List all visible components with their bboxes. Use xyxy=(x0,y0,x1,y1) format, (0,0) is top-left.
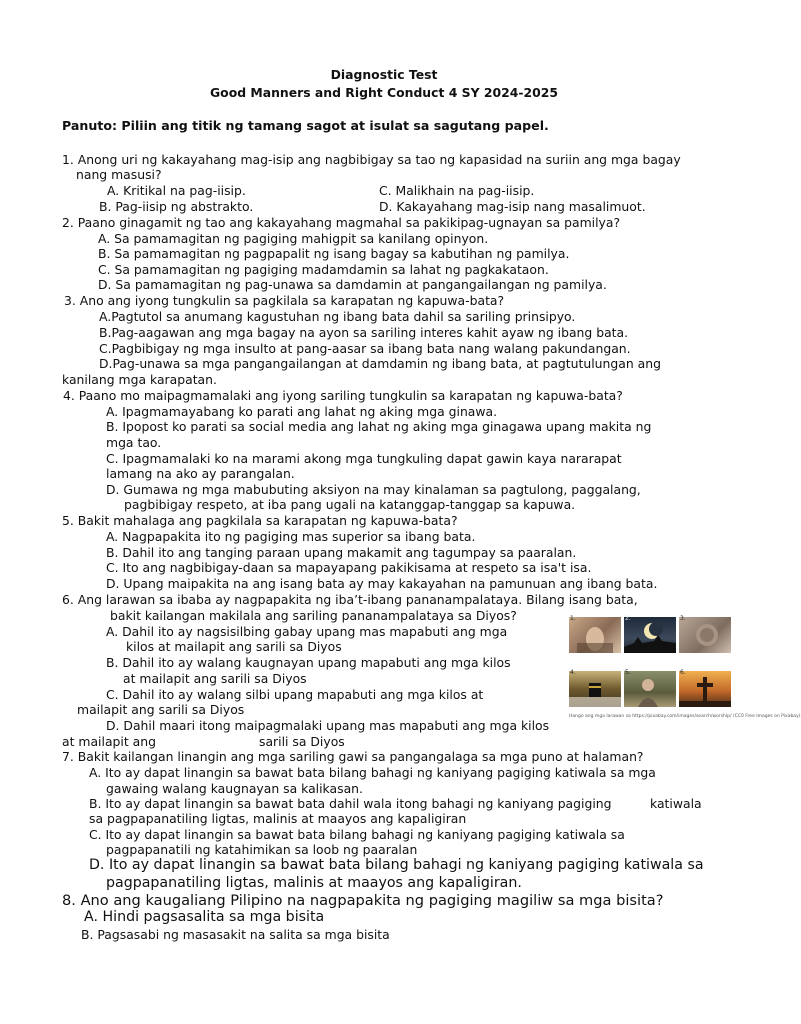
question-2-choice-a: A. Sa pamamagitan ng pagiging mahigpit sa kanilang opinyon. xyxy=(98,231,489,246)
question-2-choice-d: D. Sa pamamagitan ng pag-unawa sa damdamin at pangangailangan ng pamilya. xyxy=(98,277,607,292)
question-3-choice-d-cont: kanilang mga karapatan. xyxy=(62,372,217,387)
question-7-choice-c-cont: pagpapanatili ng katahimikan sa loob ng paaralan xyxy=(106,842,418,857)
question-3-choice-d: D.Pag-unawa sa mga pangangailangan at damdamin ng ibang bata, at pagtutulungan ang xyxy=(99,356,661,371)
question-3-choice-a: A.Pagtutol sa anumang kagustuhan ng ibang bata dahil sa sariling prinsipyo. xyxy=(99,309,576,324)
question-4-stem: 4. Paano mo maipagmamalaki ang iyong sariling tungkulin sa karapatan ng kapuwa-bata? xyxy=(63,388,623,403)
question-5-choice-c: C. Ito ang nagbibigay-daan sa mapayapang pakikisama at respeto sa isa't isa. xyxy=(106,560,592,575)
question-4-choice-d-cont: pagbibigay respeto, at iba pang ugali na katanggap-tanggap sa kapuwa. xyxy=(124,497,576,512)
question-7-choice-c: C. Ito ay dapat linangin sa bawat bata bilang bahagi ng kaniyang pagiging katiwala sa xyxy=(89,827,625,842)
question-8-stem: 8. Ano ang kaugaliang Pilipino na nagpapakita ng pagiging magiliw sa mga bisita? xyxy=(62,892,664,909)
question-8-choice-b: B. Pagsasabi ng masasakit na salita sa mga bisita xyxy=(81,927,390,942)
question-7-choice-b-tail: katiwala xyxy=(650,796,702,811)
question-5-choice-d: D. Upang maipakita na ang isang bata ay may kakayahan na pamunuan ang ibang bata. xyxy=(106,576,658,591)
question-4-choice-b: B. Ipopost ko parati sa social media ang lahat ng aking mga ginagawa upang makita ng xyxy=(106,419,652,434)
image-cross-sunset: 6. xyxy=(679,671,731,707)
question-6-choice-d-cont: at mailapit ang xyxy=(62,734,156,749)
question-6-choice-d-cont-2: sarili sa Diyos xyxy=(259,734,345,749)
question-6-choice-a-cont: kilos at mailapit ang sarili sa Diyos xyxy=(126,639,342,654)
question-7-choice-b: B. Ito ay dapat linangin sa bawat bata dahil wala itong bahagi ng kaniyang pagiging xyxy=(89,796,612,811)
question-1-stem-cont: nang masusi? xyxy=(76,167,162,182)
question-7-choice-d-cont: pagpapanatiling ligtas, malinis at maayos ang kapaligiran. xyxy=(106,875,522,891)
question-8-choice-a: A. Hindi pagsasalita sa mga bisita xyxy=(84,909,325,925)
question-6-stem: 6. Ang larawan sa ibaba ay nagpapakita ng iba’t-ibang pananampalataya. Bilang isang bata, xyxy=(62,592,638,607)
question-6-stem-cont: bakit kailangan makilala ang sariling pananampalataya sa Diyos? xyxy=(110,608,517,623)
religion-images xyxy=(569,615,801,725)
document-title: Diagnostic Test xyxy=(330,67,438,82)
question-2-choice-c: C. Sa pamamagitan ng pagiging madamdamin sa lahat ng pagkakataon. xyxy=(98,262,549,277)
question-1-stem: 1. Anong uri ng kakayahang mag-isip ang nagbibigay sa tao ng kapasidad na suriin ang mga bagay xyxy=(62,152,681,167)
question-4-choice-c: C. Ipagmamalaki ko na marami akong mga tungkuling dapat gawin kaya nararapat xyxy=(106,451,622,466)
image-praying-hands: 1. xyxy=(569,617,621,653)
document-subtitle: Good Manners and Right Conduct 4 SY 2024-2025 xyxy=(210,85,558,100)
question-4-choice-d: D. Gumawa ng mga mabubuting aksiyon na may kinalaman sa pagtulong, paggalang, xyxy=(106,482,641,497)
question-4-choice-a: A. Ipagmamayabang ko parati ang lahat ng aking mga ginawa. xyxy=(106,404,498,419)
question-1-choice-a: A. Kritikal na pag-iisip. xyxy=(107,183,246,198)
question-5-choice-a: A. Nagpapakita ito ng pagiging mas superior sa ibang bata. xyxy=(106,529,476,544)
question-4-choice-b-cont: mga tao. xyxy=(106,435,162,450)
question-1-choice-b: B. Pag-iisip ng abstrakto. xyxy=(99,199,254,214)
question-6-choice-a: A. Dahil ito ay nagsisilbing gabay upang mas mapabuti ang mga xyxy=(106,624,508,639)
question-7-stem: 7. Bakit kailangan linangin ang mga sariling gawi sa pangangalaga sa mga puno at halaman? xyxy=(62,749,644,764)
question-7-choice-a-cont: gawaing walang kaugnayan sa kalikasan. xyxy=(106,781,363,796)
question-7-choice-b-cont: sa pagpapanatiling ligtas, malinis at maayos ang kapaligiran xyxy=(89,811,467,826)
question-2-stem: 2. Paano ginagamit ng tao ang kakayahang magmahal sa pakikipag-ugnayan sa pamilya? xyxy=(62,215,621,230)
image-person-praying: 5. xyxy=(624,671,676,707)
question-3-stem: 3. Ano ang iyong tungkulin sa pagkilala sa karapatan ng kapuwa-bata? xyxy=(64,293,505,308)
question-6-choice-d: D. Dahil maari itong maipagmalaki upang mas mapabuti ang mga kilos xyxy=(106,718,550,733)
question-5-stem: 5. Bakit mahalaga ang pagkilala sa karapatan ng kapuwa-bata? xyxy=(62,513,458,528)
image-credit-caption: Hango ang mga larawan sa https://pixabay.com/images/search/worship/ (CC0 Free Images on Pixabay) xyxy=(569,714,801,719)
question-6-choice-b-cont: at mailapit ang sarili sa Diyos xyxy=(123,671,307,686)
question-6-choice-c: C. Dahil ito ay walang silbi upang mapabuti ang mga kilos at xyxy=(106,687,484,702)
question-7-choice-d: D. Ito ay dapat linangin sa bawat bata bilang bahagi ng kaniyang pagiging katiwala sa xyxy=(89,857,704,873)
image-kaaba-mecca: 4. xyxy=(569,671,621,707)
question-3-choice-c: C.Pagbibigay ng mga insulto at pang-aasar sa ibang bata nang walang pakundangan. xyxy=(99,341,631,356)
question-6-choice-b: B. Dahil ito ay walang kaugnayan upang mapabuti ang mga kilos xyxy=(106,655,511,670)
instructions: Panuto: Piliin ang titik ng tamang sagot at isulat sa sagutang papel. xyxy=(62,118,549,133)
image-crescent-moon: 2. xyxy=(624,617,676,653)
question-7-choice-a: A. Ito ay dapat linangin sa bawat bata bilang bahagi ng kaniyang pagiging katiwala sa mga xyxy=(89,765,656,780)
question-5-choice-b: B. Dahil ito ang tanging paraan upang makamit ang tagumpay sa paaralan. xyxy=(106,545,577,560)
question-3-choice-b: B.Pag-aagawan ang mga bagay na ayon sa sariling interes kahit ayaw ng ibang bata. xyxy=(99,325,629,340)
question-2-choice-b: B. Sa pamamagitan ng pagpapalit ng isang bagay sa kabutihan ng pamilya. xyxy=(98,246,570,261)
question-1-choice-d: D. Kakayahang mag-isip nang masalimuot. xyxy=(379,199,646,214)
question-4-choice-c-cont: lamang na ako ay parangalan. xyxy=(106,466,295,481)
question-1-choice-c: C. Malikhain na pag-iisip. xyxy=(379,183,535,198)
question-6-choice-c-cont: mailapit ang sarili sa Diyos xyxy=(77,702,245,717)
image-buddha-statue: 3. xyxy=(679,617,731,653)
